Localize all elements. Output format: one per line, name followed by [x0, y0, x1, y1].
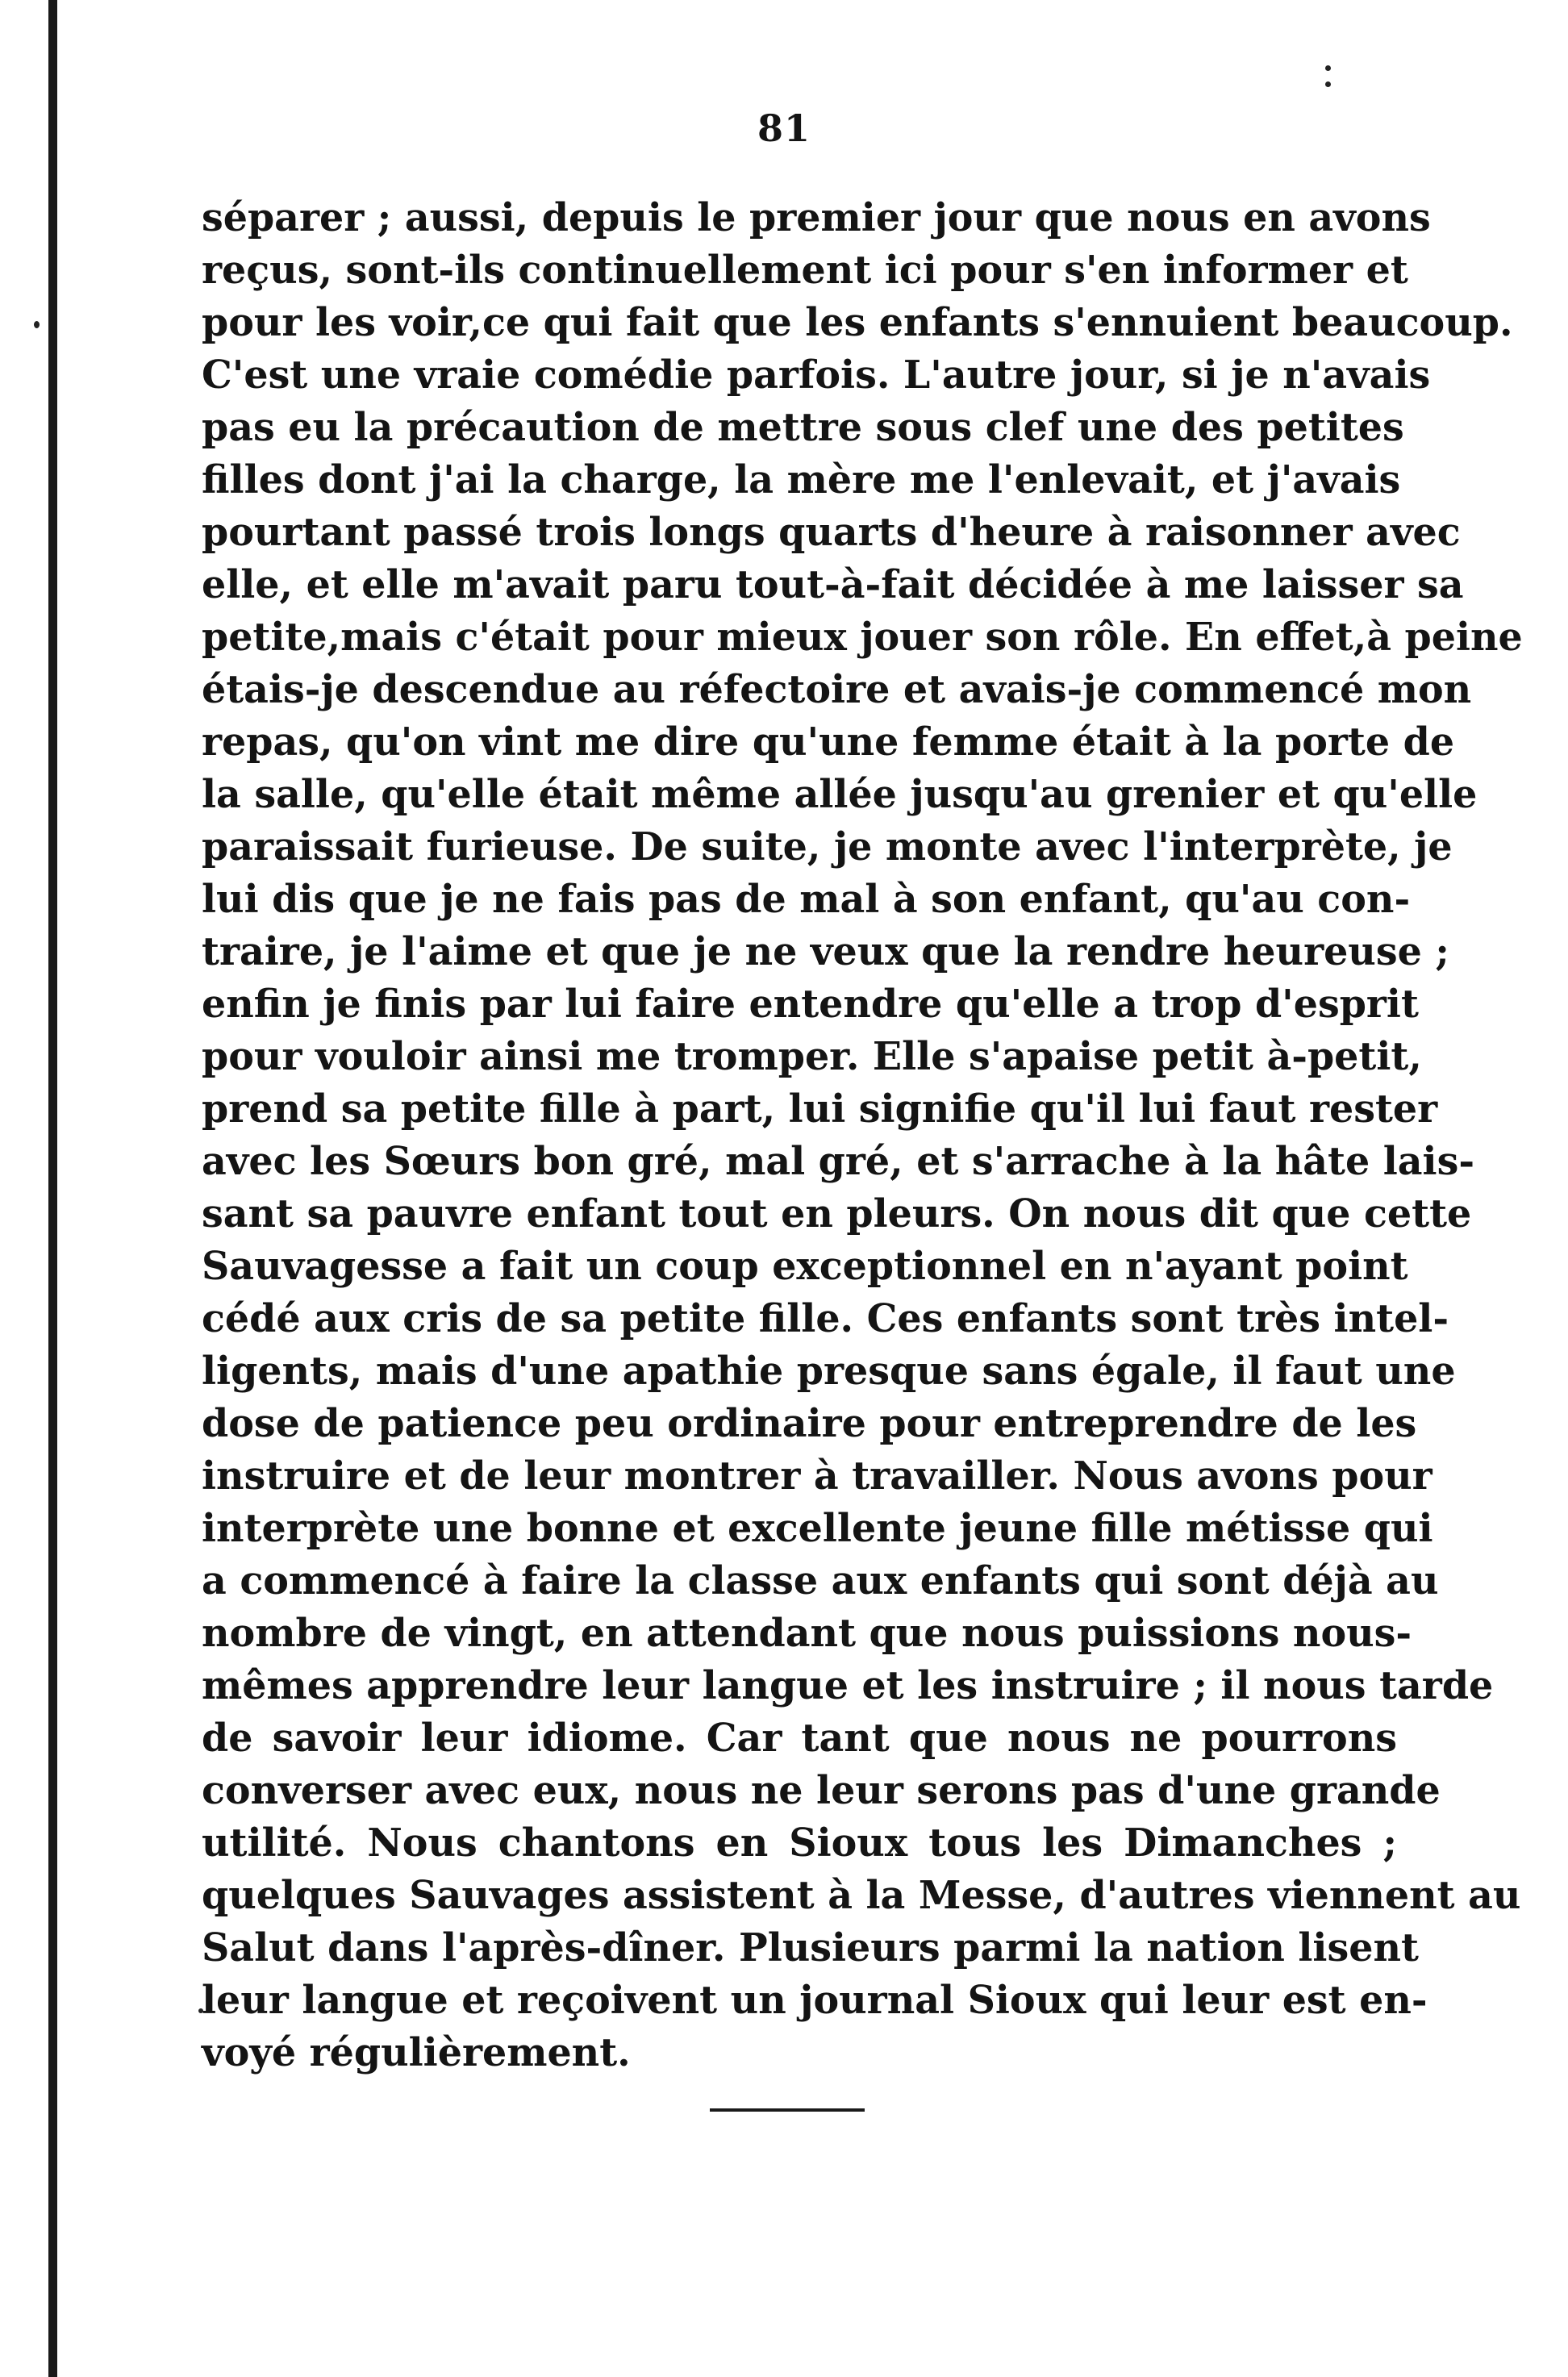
text-line: lui dis que je ne fais pas de mal à son enfant, qu'au con- [202, 877, 1411, 922]
text-line: séparer ; aussi, depuis le premier jour que nous en avons [202, 195, 1431, 240]
text-line: étais-je descendue au réfectoire et avais-je commencé mon [202, 667, 1472, 712]
scan-speck [1325, 65, 1331, 71]
text-line: mêmes apprendre leur langue et les instruire ; il nous tarde [202, 1663, 1494, 1708]
text-line: reçus, sont-ils continuellement ici pour s'en informer et [202, 248, 1408, 293]
text-line: traire, je l'aime et que je ne veux que la rendre heureuse ; [202, 929, 1449, 974]
text-line: pour vouloir ainsi me tromper. Elle s'apaise petit à-petit, [202, 1034, 1422, 1079]
text-line: Sauvagesse a fait un coup exceptionnel en n'ayant point [202, 1244, 1408, 1289]
text-line: converser avec eux, nous ne leur serons pas d'une grande [202, 1768, 1441, 1813]
page-number: 81 [757, 106, 811, 150]
text-line: la salle, qu'elle était même allée jusqu'au grenier et qu'elle [202, 772, 1478, 817]
text-line: prend sa petite fille à part, lui signifie qu'il lui faut rester [202, 1086, 1438, 1132]
text-line: petite,mais c'était pour mieux jouer son rôle. En effet,à peine [202, 615, 1523, 660]
text-line: ligents, mais d'une apathie presque sans égale, il faut une [202, 1349, 1456, 1394]
text-line: instruire et de leur montrer à travailler. Nous avons pour [202, 1453, 1432, 1499]
text-line: repas, qu'on vint me dire qu'une femme était à la porte de [202, 719, 1455, 765]
text-line: utilité. Nous chantons en Sioux tous les Dimanches ; [202, 1820, 1397, 1866]
text-line: dose de patience peu ordinaire pour entreprendre de les [202, 1401, 1417, 1446]
text-line: cédé aux cris de sa petite fille. Ces enfants sont très intel- [202, 1296, 1449, 1341]
text-line: de savoir leur idiome. Car tant que nous ne pourrons [202, 1716, 1397, 1761]
scan-speck [1325, 81, 1331, 87]
text-line: leur langue et reçoivent un journal Sioux qui leur est en- [202, 1978, 1428, 2023]
text-line: enfin je finis par lui faire entendre qu'elle a trop d'esprit [202, 982, 1419, 1027]
text-line: Salut dans l'après-dîner. Plusieurs parmi la nation lisent [202, 1925, 1419, 1970]
text-line: sant sa pauvre enfant tout en pleurs. On nous dit que cette [202, 1191, 1472, 1236]
text-line: quelques Sauvages assistent à la Messe, d'autres viennent au [202, 1873, 1521, 1918]
section-divider [710, 2108, 865, 2112]
text-line: voyé régulièrement. [202, 2030, 631, 2075]
text-line: a commencé à faire la classe aux enfants qui sont déjà au [202, 1558, 1439, 1603]
text-line: avec les Sœurs bon gré, mal gré, et s'arrache à la hâte lais- [202, 1139, 1475, 1184]
text-line: pour les voir,ce qui fait que les enfants s'ennuient beaucoup. [202, 300, 1513, 345]
text-line: pourtant passé trois longs quarts d'heure à raisonner avec [202, 510, 1461, 555]
text-line: paraissait furieuse. De suite, je monte avec l'interprète, je [202, 824, 1453, 869]
text-line: filles dont j'ai la charge, la mère me l'enlevait, et j'avais [202, 457, 1401, 503]
text-line: pas eu la précaution de mettre sous clef une des petites [202, 405, 1404, 450]
body-text [202, 192, 1523, 2079]
text-line: elle, et elle m'avait paru tout-à-fait décidée à me laisser sa [202, 562, 1464, 607]
text-line: interprète une bonne et excellente jeune fille métisse qui [202, 1506, 1433, 1551]
text-line: nombre de vingt, en attendant que nous puissions nous- [202, 1611, 1412, 1656]
text-line: C'est une vraie comédie parfois. L'autre jour, si je n'avais [202, 352, 1431, 398]
scan-speck [34, 321, 40, 328]
page-edge-shadow [48, 0, 57, 2377]
